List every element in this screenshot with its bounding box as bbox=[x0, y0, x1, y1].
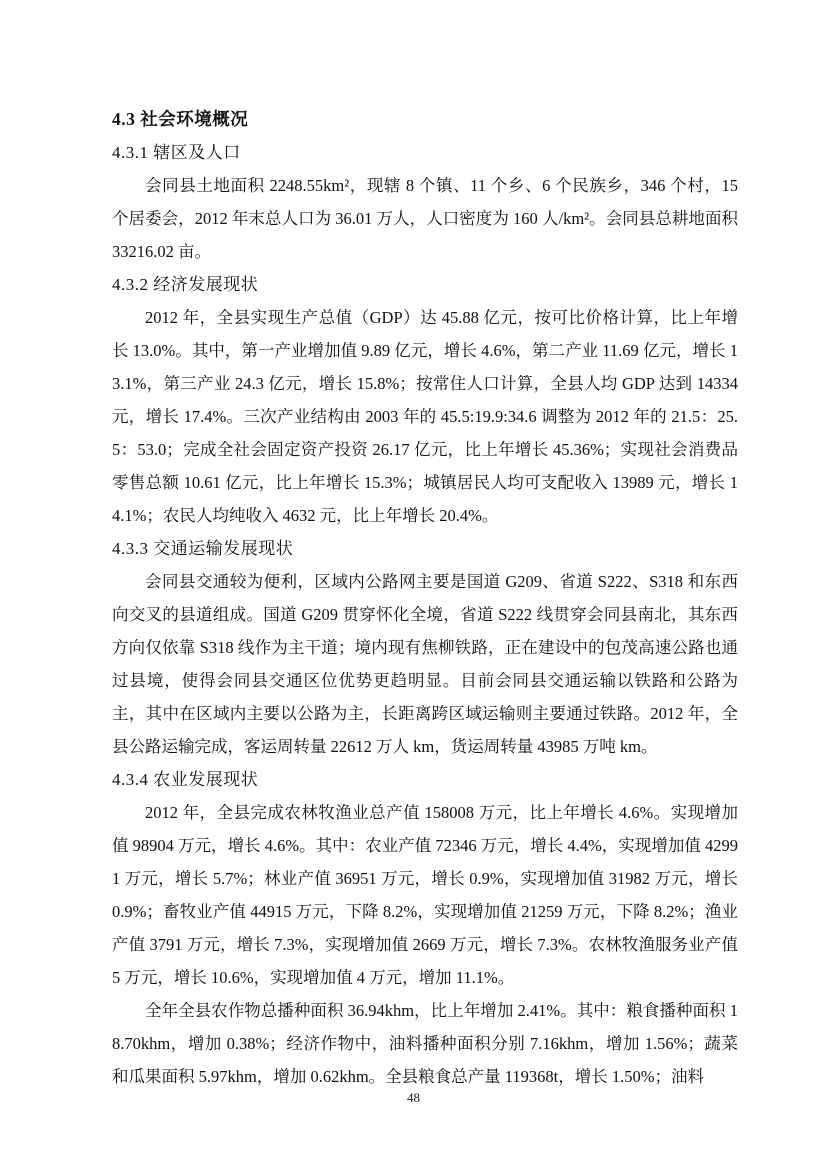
paragraph-crop-area: 全年全县农作物总播种面积 36.94khm，比上年增加 2.41%。其中：粮食播种面积 18.70khm，增加 0.38%；经济作物中，油料播种面积分别 7.16khm，增加 1.56%；蔬菜和瓜果面积 5.97khm，增加 0.62khm。全县粮食总产量 119368t，增长 1.50%；油料 bbox=[112, 1001, 738, 1086]
subsection-heading-transportation: 4.3.3 交通运输发展现状 bbox=[112, 539, 294, 558]
paragraph-economic-development: 2012 年，全县实现生产总值（GDP）达 45.88 亿元，按可比价格计算，比上年增长 13.0%。其中，第一产业增加值 9.89 亿元，增长 4.6%，第二产业 11.69 亿元，增长 13.1%，第三产业 24.3 亿元，增长 15.8%；按常住人口计算，全县人均 GDP 达到 14334 元，增长 17.4%。三次产业结构由 2003 年的 45.5:19.9:34.6 调整为 2012 年的 21.5：25.5：53.0；完成全社会固定资产投资 26.17 亿元，比上年增长 45.36%；实现社会消费品零售总额 10.61 亿元，比上年增长 15.3%；城镇居民人均可支配收入 13989 元，增长 14.1%；农民人均纯收入 4632 元，比上年增长 20.4%。 bbox=[112, 308, 738, 525]
section-heading-social-environment: 4.3 社会环境概况 bbox=[112, 109, 249, 129]
subsection-heading-economic-development: 4.3.2 经济发展现状 bbox=[112, 275, 259, 294]
document-content bbox=[112, 103, 738, 1093]
paragraph-district-population: 会同县土地面积 2248.55km²，现辖 8 个镇、11 个乡、6 个民族乡，346 个村，15 个居委会，2012 年末总人口为 36.01 万人，人口密度为 160 人/km²。会同县总耕地面积 33216.02 亩。 bbox=[112, 176, 738, 261]
paragraph-agriculture-output: 2012 年，全县完成农林牧渔业总产值 158008 万元，比上年增长 4.6%。实现增加值 98904 万元，增长 4.6%。其中：农业产值 72346 万元，增长 4.4%，实现增加值 42991 万元，增长 5.7%；林业产值 36951 万元，增长 0.9%，实现增加值 31982 万元，增长 0.9%；畜牧业产值 44915 万元，下降 8.2%，实现增加值 21259 万元，下降 8.2%；渔业产值 3791 万元，增长 7.3%，实现增加值 2669 万元，增长 7.3%。农林牧渔服务业产值 5 万元，增长 10.6%，实现增加值 4 万元，增加 11.1%。 bbox=[112, 803, 738, 987]
page-number: 48 bbox=[407, 1090, 420, 1105]
subsection-heading-agriculture: 4.3.4 农业发展现状 bbox=[112, 770, 259, 789]
paragraph-transportation: 会同县交通较为便利，区域内公路网主要是国道 G209、省道 S222、S318 和东西向交叉的县道组成。国道 G209 贯穿怀化全境，省道 S222 线贯穿会同县南北，其东西方向仅依靠 S318 线作为主干道；境内现有焦柳铁路，正在建设中的包茂高速公路也通过县境，使得会同县交通区位优势更趋明显。目前会同县交通运输以铁路和公路为主，其中在区域内主要以公路为主，长距离跨区域运输则主要通过铁路。2012 年，全县公路运输完成，客运周转量 22612 万人 km，货运周转量 43985 万吨 km。 bbox=[112, 572, 738, 756]
subsection-heading-district-population: 4.3.1 辖区及人口 bbox=[112, 143, 241, 162]
